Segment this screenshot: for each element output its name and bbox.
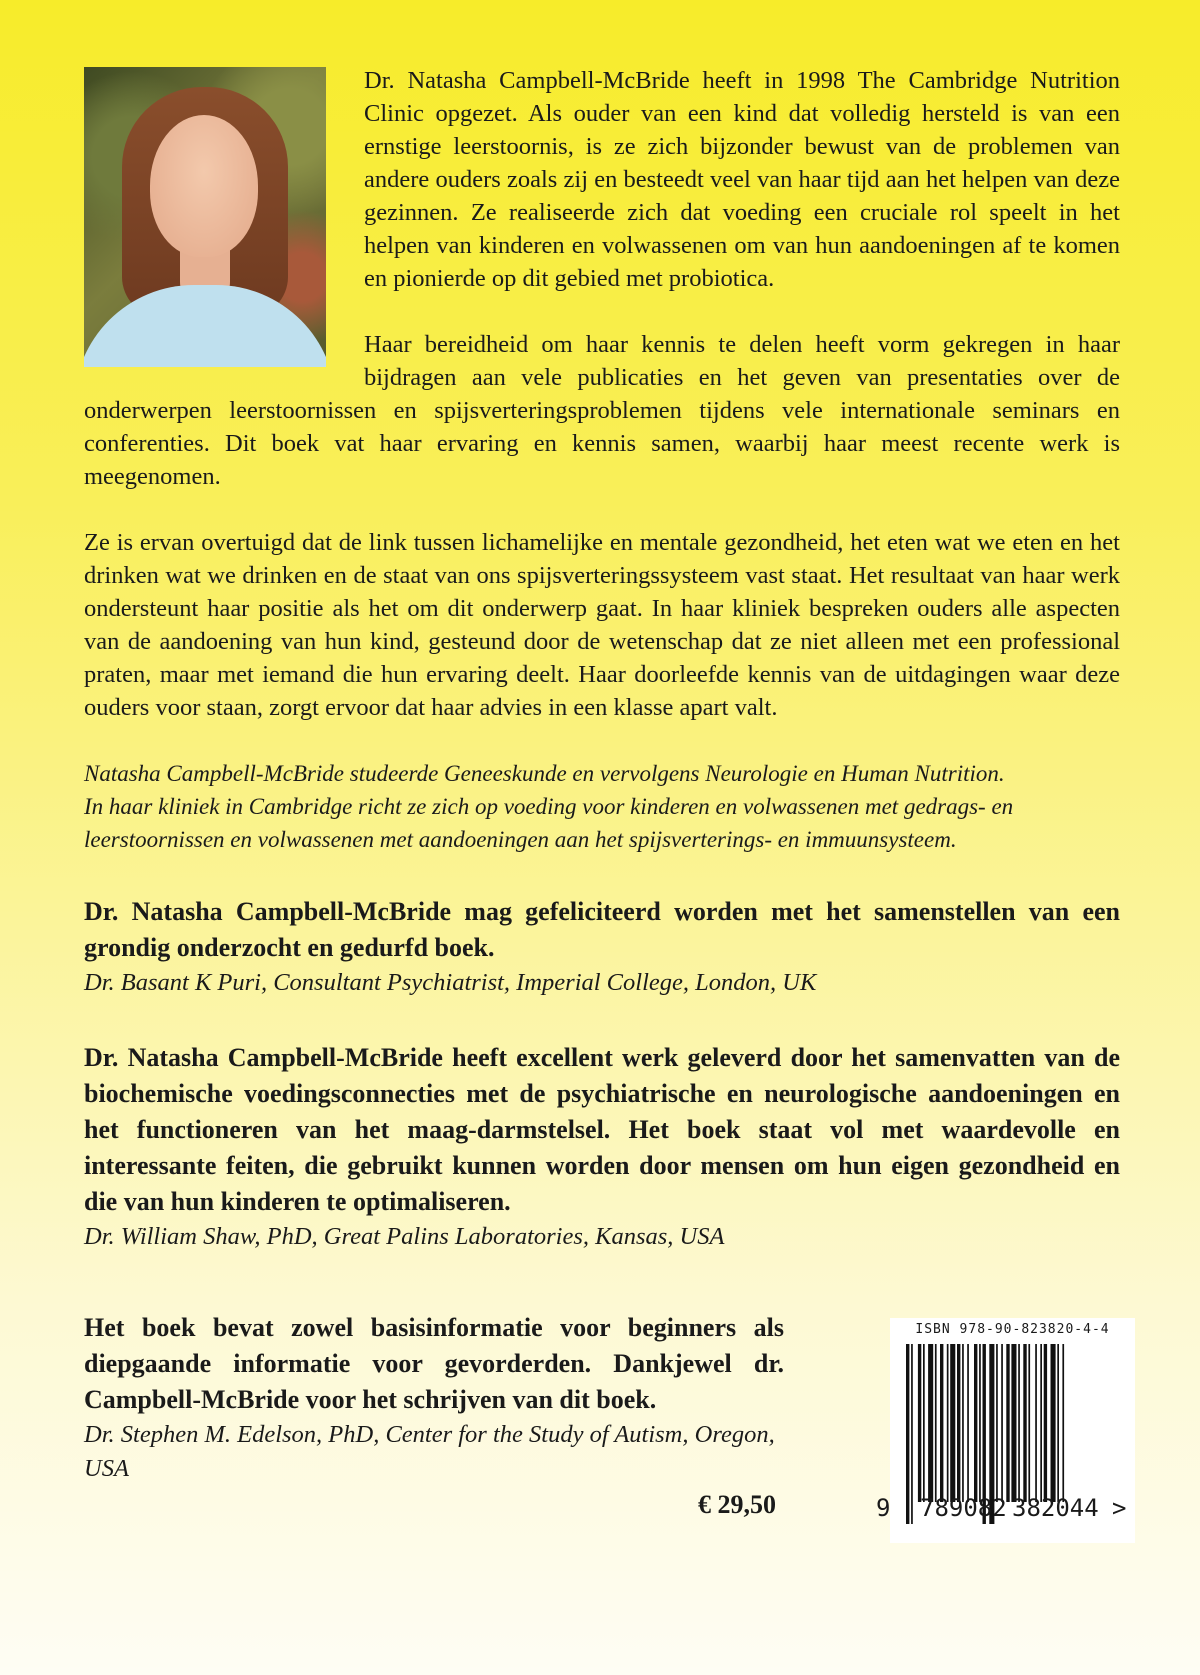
barcode-bar [935,1344,937,1502]
endorsement-quote-3: Het boek bevat zowel basisinformatie voor beginners als diepgaande informatie voor gevorderden. Dankjewel dr. Campbell-McBride voor het schrijven van dit boek. [84,1313,784,1414]
bio-paragraph-3: Ze is ervan overtuigd dat de link tussen lichamelijke en mentale gezondheid, het eten wat we eten en het drinken wat we drinken en de staat van ons spijsverteringssysteem vast staat. Het resultaat van haar werk ondersteunt haar positie als het om dit onderwerp gaat. In haar kliniek bespreken ouders alle aspecten van de aandoening van hun kind, gesteund door de wetenschap dat ze niet alleen met een professional praten, maar met iemand die hun ervaring deelt. Haar doorleefde kennis van de uitdagingen waar deze ouders voor staan, zorgt ervoor dat haar advies in een klasse apart valt. [84,529,1120,721]
barcode-bar [996,1344,998,1502]
barcode-bar [1018,1344,1020,1502]
endorsement-3 [84,1310,784,1486]
isbn-barcode [876,1318,1135,1543]
endorsement-author-2: Dr. William Shaw, PhD, Great Palins Laboratories, Kansas, USA [84,1223,725,1250]
credentials-line-3: leerstoornissen en volwassenen met aandoeningen aan het spijsverterings- en immuunsysteem. [84,827,957,852]
barcode-bar [957,1344,960,1502]
barcode-bar [974,1344,977,1502]
main-text [84,64,1120,1254]
barcode-bar [923,1344,925,1502]
barcode-bar [1035,1344,1037,1502]
endorsement-quote-1: Dr. Natasha Campbell-McBride mag gefeliciteerd worden met het samenstellen van een grondig onderzocht en gedurfd boek. [84,897,1120,962]
endorsement-author-3: Dr. Stephen M. Edelson, PhD, Center for the Study of Autism, Oregon, USA [84,1421,775,1482]
barcode-left-digits: 789082 [920,1494,1007,1522]
barcode-bar [906,1344,909,1524]
barcode-bar [1028,1344,1030,1502]
barcode-bar [1011,1344,1016,1502]
barcode-bar [979,1344,981,1502]
barcode-bar [940,1344,943,1502]
bio-paragraph-2: Haar bereidheid om haar kennis te delen heeft vorm gekregen in haar bijdragen aan vele publicaties en het geven van presentaties over de onderwerpen leerstoornissen en spijsverteringsproblemen tijdens vele internationale seminars en conferenties. Dit boek vat haar ervaring en kennis samen, waarbij haar meest recente werk is meegenomen. [84,331,1120,490]
credentials [84,757,1120,856]
barcode-lead-digit: 9 [876,1494,891,1522]
endorsement-author-1: Dr. Basant K Puri, Consultant Psychiatrist, Imperial College, London, UK [84,969,817,996]
price: € 29,50 [698,1490,776,1519]
barcode-bar [967,1344,969,1502]
isbn-label: ISBN 978-90-823820-4-4 [915,1322,1110,1337]
barcode-bar [1062,1344,1064,1502]
credentials-line-1: Natasha Campbell-McBride studeerde Geneeskunde en vervolgens Neurologie en Human Nutrition. [84,761,1005,786]
barcode-right-digits: 382044 [1012,1494,1099,1522]
barcode-bar [1051,1344,1056,1502]
barcode-bar [950,1344,955,1502]
barcode-bar [1001,1344,1003,1502]
barcode-bar [962,1344,964,1502]
barcode-bar [928,1344,933,1502]
barcode-bar [1023,1344,1026,1502]
author-photo [84,67,326,367]
bio-paragraph-1: Dr. Natasha Campbell-McBride heeft in 1998 The Cambridge Nutrition Clinic opgezet. Als ouder van een kind dat volledig hersteld is van een ernstige leerstoornis, is ze zich bijzonder bewust van de problemen van andere ouders zoals zij en besteedt veel van haar tijd aan het helpen van deze gezinnen. Ze realiseerde zich dat voeding een cruciale rol speelt in het helpen van kinderen en volwassenen om van hun aandoeningen af te komen en pionierde op dit gebied met probiotica. [364,67,1120,292]
barcode-bar [947,1344,949,1502]
credentials-line-2: In haar kliniek in Cambridge richt ze zich op voeding voor kinderen en volwassenen met gedrags- en [84,794,1014,819]
photo-face [150,115,258,257]
barcode-bar [1044,1344,1047,1502]
barcode-bar [911,1344,913,1524]
barcode-bar [1006,1344,1009,1502]
barcode-quiet-mark: > [1112,1494,1127,1522]
photo-shoulders [84,285,326,367]
barcode-bar [918,1344,921,1502]
barcode-bar [1057,1344,1059,1502]
barcode-bar [1040,1344,1042,1502]
endorsement-quote-2: Dr. Natasha Campbell-McBride heeft excellent werk geleverd door het samenvatten van de biochemische voedingsconnecties met de psychiatrische en neurologische aandoeningen en het functioneren van het maag-darmstelsel. Het boek staat vol met waardevolle en interessante feiten, die gebruikt kunnen worden door mensen om hun eigen gezondheid en die van hun kinderen te optimaliseren. [84,1043,1120,1216]
